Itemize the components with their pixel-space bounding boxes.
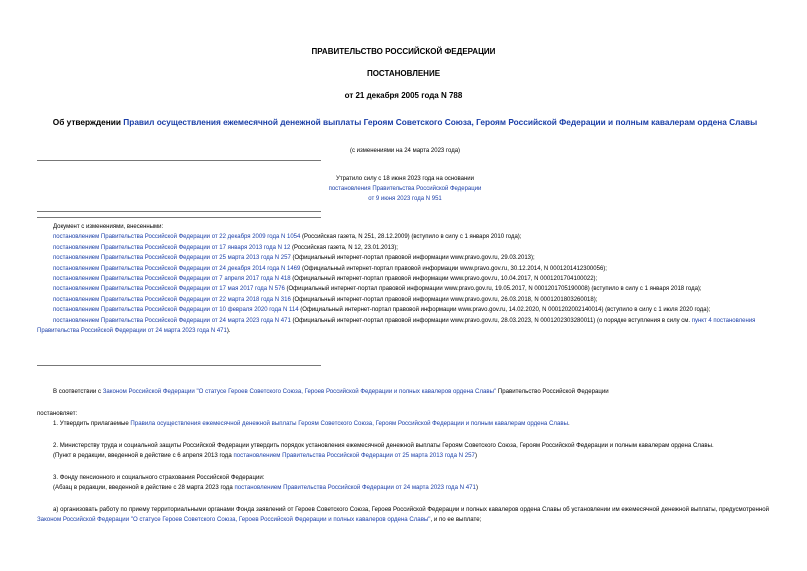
note-text: ) (474, 452, 477, 459)
document-title (40, 117, 770, 128)
item-2-note (37, 451, 770, 462)
document-date-number: от 21 декабря 2005 года N 788 (344, 91, 463, 100)
item-text: , и по ее выплате; (430, 516, 482, 523)
amendment-link[interactable]: постановлением Правительства Российской Федерации от 24 марта 2023 года N 471 (234, 484, 476, 491)
item-1-paragraph (37, 419, 770, 430)
item-3a-paragraph (37, 505, 770, 526)
item-text: . (567, 420, 570, 427)
item-text: 1. Утвердить прилагаемые (53, 420, 131, 427)
law-link[interactable]: Законом Российской Федерации "О статусе Героев Советского Союза, Героев Российской Федерации и полных кавалеров ордена Славы" (37, 516, 431, 523)
item-2-paragraph: 2. Министерству труда и социальной защиты Российской Федерации утвердить порядок установления ежемесячной денежной выплаты Героям Советского Союза, Героям Российской Федерации и полным кавалерам ордена Славы. (53, 441, 714, 449)
list-item (37, 274, 770, 284)
change-link[interactable]: постановлением Правительства Российской Федерации от 17 января 2013 года N 12 (53, 244, 291, 251)
government-heading: ПРАВИТЕЛЬСТВО РОССИЙСКОЙ ФЕДЕРАЦИИ (311, 47, 496, 56)
preamble-text: Правительство Российской Федерации (496, 388, 609, 395)
divider (37, 365, 321, 366)
item-3-paragraph: 3. Фонду пенсионного и социального страхования Российской Федерации: (53, 473, 265, 481)
change-link[interactable]: постановлением Правительства Российской Федерации от 17 мая 2017 года N 576 (53, 286, 285, 293)
change-source: (Российская газета, N 251, 28.12.2009) (вступило в силу с 1 января 2010 года); (300, 234, 522, 241)
title-prefix: Об утверждении (52, 117, 124, 127)
rules-link[interactable]: Правила осуществления ежемесячной денежной выплаты Героям Советского Союза, Героям Российской Федерации и полным кавалерам ордена Славы (130, 420, 568, 427)
changes-list (37, 222, 770, 336)
change-source: (Официальный интернет-портал правовой информации www.pravo.gov.ru, 19.05.2017, N 0001201705190008) (вступило в силу с 1 января 2018 года); (284, 286, 702, 293)
list-item (37, 295, 770, 305)
change-link[interactable]: постановлением Правительства Российской Федерации от 22 марта 2018 года N 316 (53, 296, 291, 303)
list-item (37, 284, 770, 294)
status-link-decree[interactable]: постановления Правительства Российской Федерации (328, 186, 482, 192)
change-link[interactable]: постановлением Правительства Российской Федерации от 24 декабря 2014 года N 1469 (53, 265, 301, 272)
decides-text: постановляет: (37, 409, 78, 417)
change-source: (Российская газета, N 12, 23.01.2013); (290, 244, 398, 251)
change-link[interactable]: пункт 4 постановления Правительства Российской Федерации от 24 марта 2023 года N 471 (37, 317, 756, 335)
status-text: Утратило силу с 18 июня 2023 года на основании (336, 176, 474, 182)
law-link[interactable]: Законом Российской Федерации "О статусе Героев Советского Союза, Героев Российской Федерации и полных кавалеров ордена Славы" (102, 388, 497, 395)
divider (37, 160, 321, 161)
document-body (37, 387, 770, 526)
divider (37, 211, 321, 212)
status-block (270, 174, 540, 204)
list-item (37, 264, 770, 274)
change-link[interactable]: постановлением Правительства Российской Федерации от 10 февраля 2020 года N 114 (53, 307, 299, 314)
item-3-note (37, 483, 770, 494)
document-type-heading: ПОСТАНОВЛЕНИЕ (366, 69, 441, 78)
edition-note: (с изменениями на 24 марта 2023 года) (349, 148, 461, 154)
change-link[interactable]: постановлением Правительства Российской Федерации от 25 марта 2013 года N 257 (53, 255, 291, 262)
change-source: (Официальный интернет-портал правовой информации www.pravo.gov.ru, 30.12.2014, N 0001201412300056); (300, 265, 607, 272)
note-text: (Пункт в редакции, введенной в действие с 6 апреля 2013 года (53, 452, 234, 459)
change-link[interactable]: постановлением Правительства Российской Федерации от 24 марта 2023 года N 471 (53, 317, 291, 324)
list-item (37, 316, 770, 337)
status-link-date[interactable]: от 9 июня 2023 года N 951 (368, 196, 442, 202)
change-link[interactable]: постановлением Правительства Российской Федерации от 22 декабря 2009 года N 1054 (53, 234, 301, 241)
preamble-paragraph (37, 387, 770, 398)
list-item (37, 243, 770, 253)
list-item (37, 232, 770, 242)
change-source: (Официальный интернет-портал правовой информации www.pravo.gov.ru, 26.03.2018, N 0001201803260018); (290, 296, 598, 303)
note-text: ) (475, 484, 478, 491)
preamble-text: В соответствии с (53, 388, 103, 395)
divider (37, 217, 321, 218)
title-link[interactable]: Правил осуществления ежемесячной денежной выплаты Героям Советского Союза, Героям Российской Федерации и полным кавалерам ордена Славы (123, 117, 758, 127)
changes-intro: Документ с изменениями, внесенными: (53, 224, 164, 230)
change-link[interactable]: постановлением Правительства Российской Федерации от 7 апреля 2017 года N 418 (53, 276, 291, 283)
list-item (37, 253, 770, 263)
note-text: (Абзац в редакции, введенной в действие с 28 марта 2023 года (53, 484, 235, 491)
list-item (37, 305, 770, 315)
change-source: (Официальный интернет-портал правовой информации www.pravo.gov.ru, 14.02.2020, N 0001202002140014) (вступило в силу с 1 июля 2020 года); (298, 307, 711, 314)
change-source: (Официальный интернет-портал правовой информации www.pravo.gov.ru, 29.03.2013); (290, 255, 535, 262)
amendment-link[interactable]: постановлением Правительства Российской Федерации от 25 марта 2013 года N 257 (233, 452, 475, 459)
change-source: (Официальный интернет-портал правовой информации www.pravo.gov.ru, 28.03.2023, N 0001202303280011) (о порядке вступления в силу см. (290, 317, 692, 324)
change-tail: ). (226, 328, 231, 335)
change-source: (Официальный интернет-портал правовой информации www.pravo.gov.ru, 10.04.2017, N 0001201704100022); (290, 276, 598, 283)
item-text: а) организовать работу по приему территориальными органами Фонда заявлений от Героев Советского Союза, Героев Российской Федерации и полных кавалеров ордена Славы об установлении им ежемесячной денежной выплаты, предусмотренной (53, 505, 770, 513)
